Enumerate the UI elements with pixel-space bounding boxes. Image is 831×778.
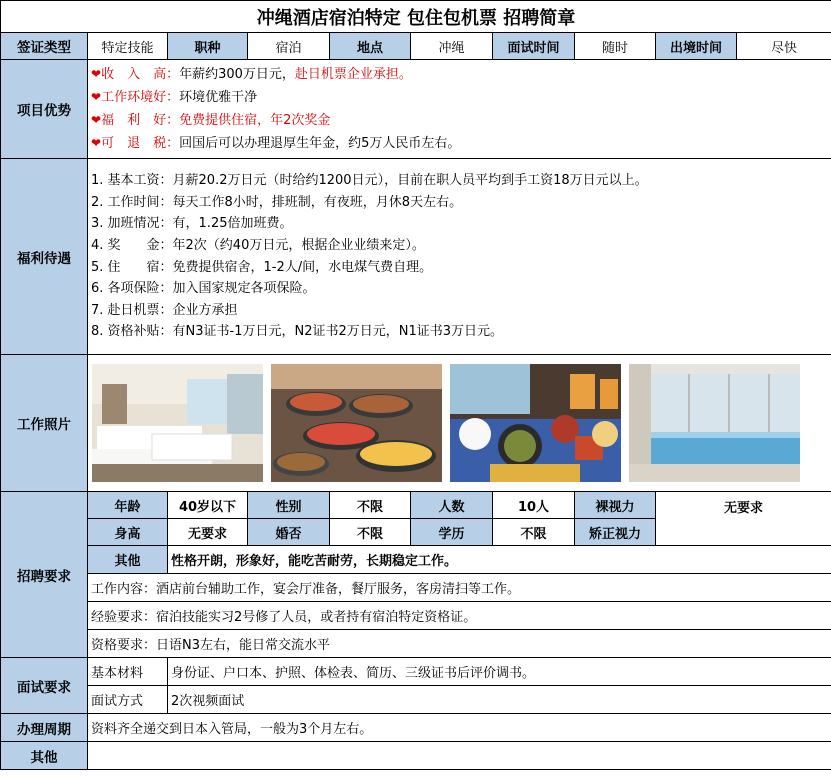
naked-vision-label: 裸视力 [575,492,656,519]
interview-method-label: 面试方式 [88,686,168,714]
interview-method-value: 2次视频面试 [168,686,831,714]
advantage-item: ❤福 利 好：免费提供住宿，年2次奖金 [91,113,331,128]
marriage-label: 婚否 [248,519,330,546]
location-label: 地点 [330,33,411,60]
work-content: 工作内容：酒店前台辅助工作，宴会厅准备，餐厅服务，客房清扫等工作。 [88,574,831,602]
gender-label: 性别 [248,492,330,519]
corrected-vision-label: 矫正视力 [575,519,656,546]
page-title: 冲绳酒店宿泊特定 包住包机票 招聘简章 [1,1,831,33]
breakfast-photo [450,364,621,482]
job-type-label: 职种 [168,33,248,60]
heart-icon: ❤ [91,136,102,150]
visa-type-value: 特定技能 [88,33,168,60]
departure-time-label: 出境时间 [656,33,737,60]
qualification-requirement: 资格要求：日语N3左右，能日常交流水平 [88,630,831,658]
spa-pool-photo [629,364,800,482]
hotel-room-photo [92,364,263,482]
other-value [88,742,831,770]
education-value: 不限 [493,519,575,546]
requirements-label: 招聘要求 [1,492,88,658]
heart-icon: ❤ [91,90,102,104]
materials-value: 身份证、户口本、护照、体检表、简历、三级证书后评价调书。 [168,658,831,686]
marriage-value: 不限 [330,519,411,546]
period-label: 办理周期 [1,714,88,742]
advantages-label: 项目优势 [1,60,88,159]
age-label: 年龄 [88,492,168,519]
benefit-item: 8. 资格补贴：有N3证书-1万日元，N2证书2万日元，N1证书3万日元。 [91,324,504,340]
period-value: 资料齐全递交到日本入管局，一般为3个月左右。 [88,714,831,742]
age-value: 40岁以下 [168,492,248,519]
vision-value: 无要求 [656,492,831,546]
buffet-photo [271,364,442,482]
experience-requirement: 经验要求：宿泊技能实习2号修了人员，或者持有宿泊特定资格证。 [88,602,831,630]
other-req-label: 其他 [88,546,168,574]
benefits-label: 福利待遇 [1,159,88,355]
interview-label: 面试要求 [1,658,88,714]
other-label: 其他 [1,742,88,770]
interview-time-value: 随时 [575,33,656,60]
advantage-item: ❤收 入 高：年薪约300万日元，赴日机票企业承担。 [91,67,412,82]
location-value: 冲绳 [411,33,493,60]
benefit-item: 1. 基本工资：月薪20.2万日元（时给约1200日元），目前在职人员平均到手工资18万日元以上。 [91,173,648,189]
headcount-label: 人数 [411,492,493,519]
headcount-value: 10人 [493,492,575,519]
job-type-value: 宿泊 [248,33,330,60]
visa-type-label: 签证类型 [1,33,88,60]
photos-content [88,355,831,492]
education-label: 学历 [411,519,493,546]
advantage-item: ❤工作环境好：环境优雅干净 [91,90,258,105]
advantages-content [88,60,831,159]
advantage-item: ❤可 退 税：回国后可以办理退厚生年金，约5万人民币左右。 [91,136,461,151]
benefit-item: 3. 加班情况：有，1.25倍加班费。 [91,216,293,232]
height-value: 无要求 [168,519,248,546]
height-label: 身高 [88,519,168,546]
heart-icon: ❤ [91,67,102,81]
benefit-item: 6. 各项保险：加入国家规定各项保险。 [91,281,316,297]
materials-label: 基本材料 [88,658,168,686]
other-req-value: 性格开朗，形象好，能吃苦耐劳，长期稳定工作。 [168,546,831,574]
interview-time-label: 面试时间 [493,33,575,60]
gender-value: 不限 [330,492,411,519]
benefit-item: 5. 住 宿：免费提供宿舍，1-2人/间，水电煤气费自理。 [91,259,433,275]
benefit-item: 7. 赴日机票：企业方承担 [91,302,238,318]
photos-label: 工作照片 [1,355,88,492]
benefit-item: 2. 工作时间：每天工作8小时，排班制，有夜班，月休8天左右。 [91,194,463,210]
benefits-content [88,159,831,355]
benefit-item: 4. 奖 金：年2次（约40万日元，根据企业业绩来定）。 [91,237,425,253]
departure-time-value: 尽快 [737,33,831,60]
heart-icon: ❤ [91,113,102,127]
